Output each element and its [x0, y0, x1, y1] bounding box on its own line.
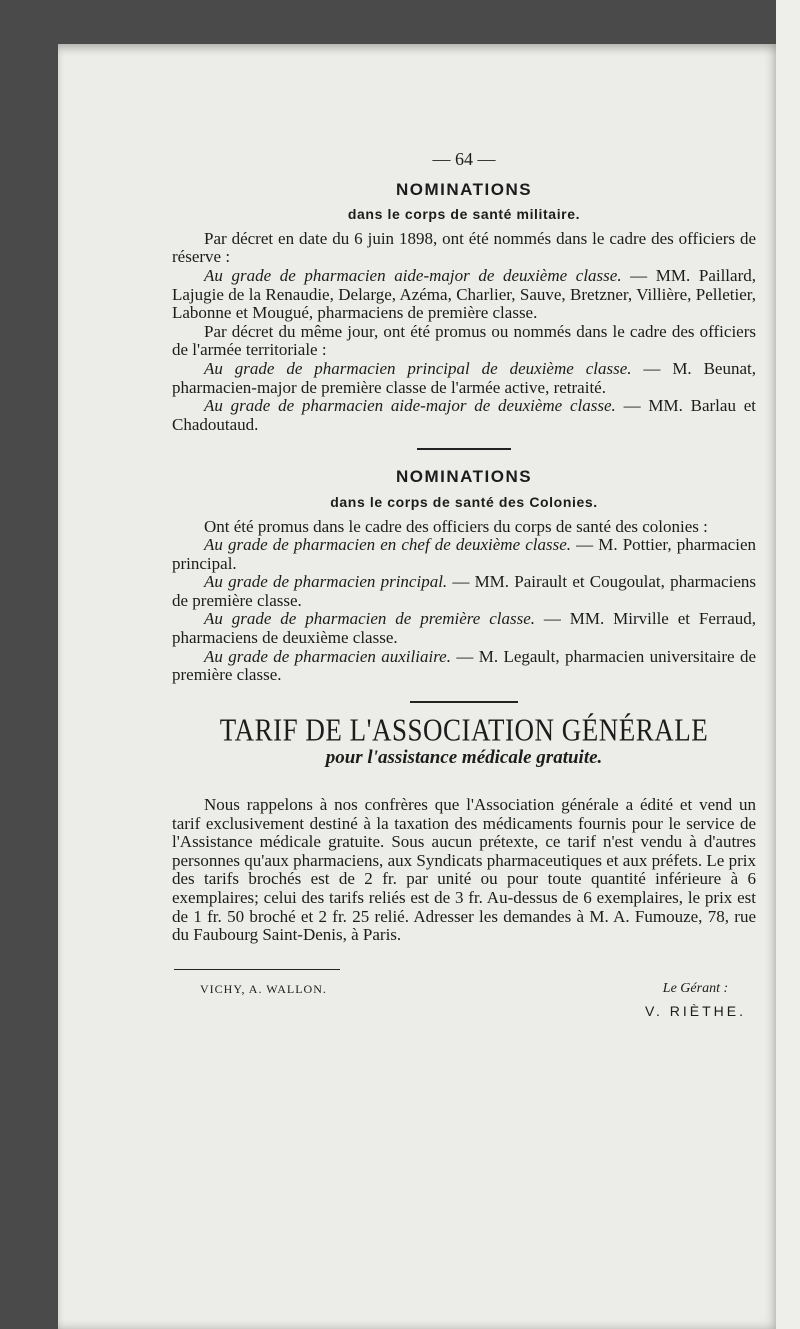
grade-heading: Au grade de pharmacien aide-major de deuxième classe. — [204, 396, 616, 416]
section-military-heading: NOMINATIONS — [395, 179, 533, 199]
paragraph — [172, 230, 756, 267]
section-military — [172, 181, 756, 435]
gerant-label: Le Gérant : — [662, 980, 729, 996]
paragraph — [172, 397, 756, 434]
tarif-subtitle: pour l'assistance médicale gratuite. — [325, 747, 603, 769]
section-tarif — [172, 712, 756, 945]
paragraph-text: — M. Beunat, pharmacien-major de première classe de l'armée active, retraité. — [172, 358, 756, 397]
paragraph — [172, 267, 756, 323]
printer-imprint: VICHY, A. WALLON. — [200, 981, 327, 996]
grade-heading: Au grade de pharmacien aide-major de deuxième classe. — [204, 265, 622, 285]
paragraph-text: — MM. Barlau et Chadoutaud. — [172, 396, 756, 434]
paragraph-text: — MM. Mirville et Ferraud, pharmaciens de deuxième classe. — [172, 609, 756, 648]
grade-heading: Au grade de pharmacien principal de deuxième classe. — [204, 358, 632, 378]
paragraph-text: — M. Legault, pharmacien universitaire de première classe. — [172, 646, 757, 685]
grade-heading: Au grade de pharmacien auxiliaire. — [204, 646, 451, 666]
paragraph — [172, 360, 756, 397]
section-military-body — [172, 230, 756, 435]
paragraph — [172, 518, 756, 537]
section-colonies-heading: NOMINATIONS — [395, 467, 533, 487]
paragraph-text: — M. Pottier, pharmacien principal. — [172, 535, 756, 573]
tarif-title: TARIF DE L'ASSOCIATION GÉNÉRALE — [219, 712, 709, 748]
paragraph — [172, 536, 756, 573]
grade-heading: Au grade de pharmacien en chef de deuxième classe. — [204, 535, 572, 555]
paragraph — [172, 648, 756, 685]
page-content — [172, 150, 756, 1021]
paragraph-text: Ont été promus dans le cadre des officiers du corps de santé des colonies : — [204, 516, 708, 536]
footer-rule — [174, 969, 340, 970]
paragraph-text: Par décret du même jour, ont été promus ou nommés dans le cadre des officiers de l'armée territoriale : — [172, 321, 756, 360]
grade-heading: Au grade de pharmacien de première classe. — [204, 609, 536, 629]
paragraph — [172, 573, 756, 610]
gerant-name: V. RIÈTHE. — [644, 1003, 746, 1020]
tarif-body: Nous rappelons à nos confrères que l'Association générale a édité et vend un tarif exclusivement destiné à la taxation des médicaments fournis pour le service de l'Assistance médicale gratuite. Sous aucun prétexte, ce tarif n'est vendu à d'autres personnes qu'aux pharmaciens, aux Syndicats pharmaceutiques et aux préfets. Le prix des tarifs brochés est de 2 fr. par unité ou pour toute quantité inférieure à 6 exemplaires; celui des tarifs reliés est de 3 fr. Au-dessus de 6 exemplaires, le prix est de 1 fr. 50 broché et 2 fr. 25 relié. Adresser les demandes à M. A. Fumouze, 78, rue du Faubourg Saint-Denis, à Paris. — [172, 795, 756, 945]
paragraph — [172, 610, 756, 647]
paragraph-text: — MM. Pairault et Cougoulat, pharmaciens de première classe. — [172, 572, 756, 610]
page-right-margin — [776, 0, 800, 1329]
grade-heading: Au grade de pharmacien principal. — [204, 572, 448, 592]
section-colonies-body — [172, 518, 756, 685]
section-military-subheading: dans le corps de santé militaire. — [347, 206, 581, 223]
footer — [172, 980, 756, 1021]
paragraph-text: — MM. Paillard, Lajugie de la Renaudie, Delarge, Azéma, Charlier, Sauve, Bretzner, Villière, Pelletier, Labonne et Mougué, pharmaciens de première classe. — [172, 265, 756, 323]
divider-rule — [417, 448, 511, 450]
section-colonies-subheading: dans le corps de santé des Colonies. — [330, 493, 598, 510]
section-colonies — [172, 468, 756, 685]
paragraph-text: Par décret en date du 6 juin 1898, ont été nommés dans le cadre des officiers de réserve : — [172, 228, 756, 267]
page-number: — 64 — — [432, 149, 496, 169]
divider-rule — [410, 701, 518, 703]
paragraph — [172, 323, 756, 360]
gerant-signature — [645, 980, 756, 1021]
